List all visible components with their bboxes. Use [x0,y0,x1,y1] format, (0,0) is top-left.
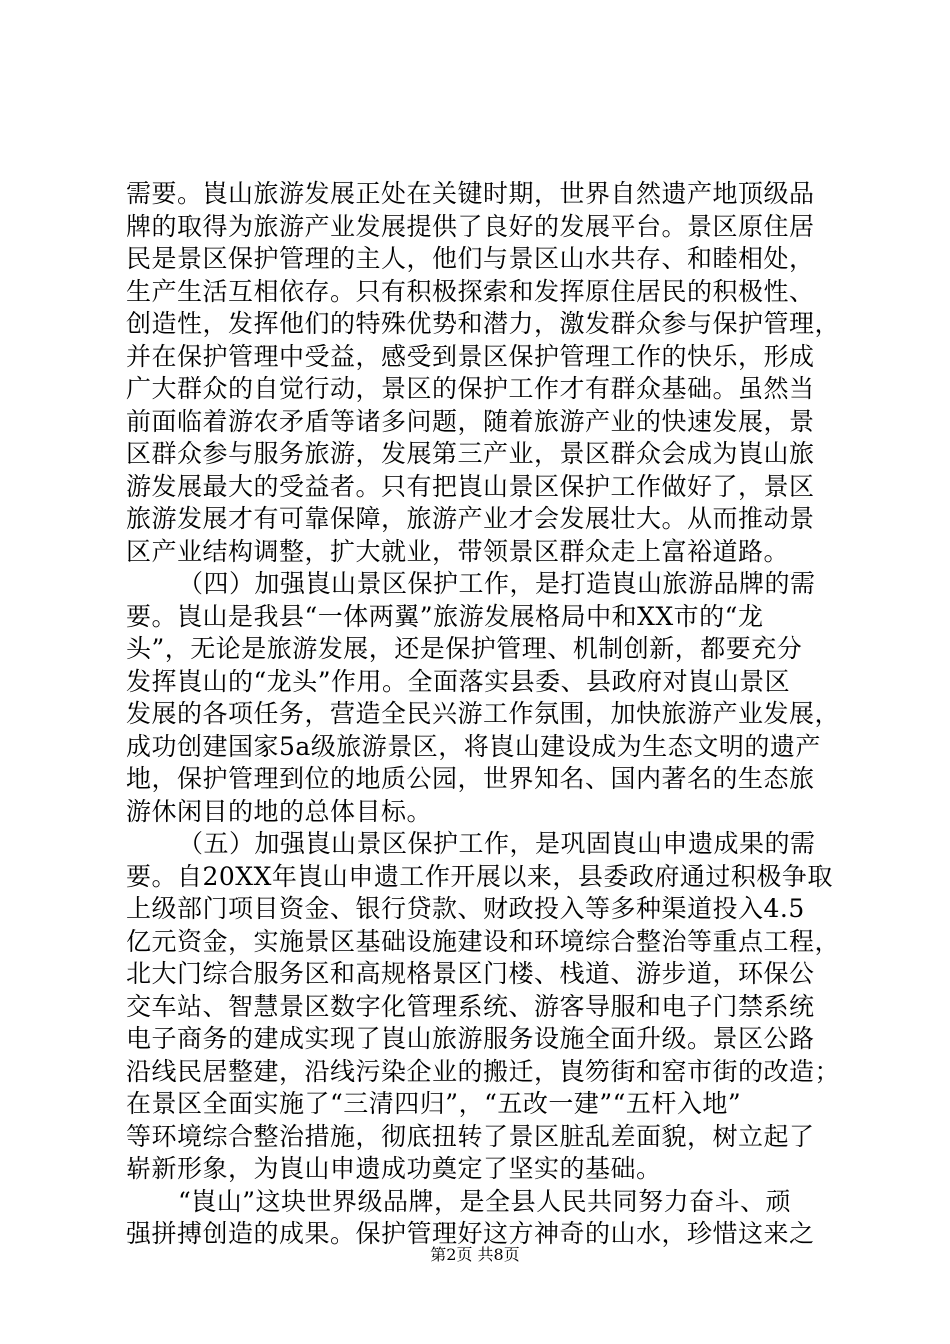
text-line: 游发展最大的受益者。只有把崀山景区保护工作做好了，景区 [126,471,815,501]
text-line: 交车站、智慧景区数字化管理系统、游客导服和电子门禁系统 [126,991,815,1021]
body-text [126,178,841,1251]
text-line: 牌的取得为旅游产业发展提供了良好的发展平台。景区原住居 [126,211,815,241]
page-indicator: 第2页 共8页 [430,1245,520,1264]
paragraph-start: “崀山”这块世界级品牌，是全县人民共同努力奋斗、顽 [178,1186,792,1216]
text-line: 要。崀山是我县“一体两翼”旅游发展格局中和XX市的“龙 [126,601,764,631]
text-line: 成功创建国家5a级旅游景区，将崀山建设成为生态文明的遗产 [126,731,821,761]
text-line: 沿线民居整建，沿线污染企业的搬迁，崀笏街和窑市街的改造； [126,1056,841,1086]
text-line: 北大门综合服务区和高规格景区门楼、栈道、游步道，环保公 [126,959,815,988]
text-line: 要。自20XX年崀山申遗工作开展以来，县委政府通过积极争取 [126,861,833,891]
text-line: 区产业结构调整，扩大就业，带领景区群众走上富裕道路。 [126,536,790,566]
text-line: 生产生活互相依存。只有积极探索和发挥原住居民的积极性、 [126,276,815,306]
text-line: 前面临着游农矛盾等诸多问题，随着旅游产业的快速发展，景 [126,406,815,436]
text-line: 民是景区保护管理的主人，他们与景区山水共存、和睦相处， [126,244,815,273]
text-line: 崭新形象，为崀山申遗成功奠定了坚实的基础。 [126,1154,662,1183]
text-line: 需要。崀山旅游发展正处在关键时期，世界自然遗产地顶级品 [126,179,815,208]
section-heading-5: （五）加强崀山景区保护工作，是巩固崀山申遗成果的需 [178,829,816,858]
text-line: 旅游发展才有可靠保障，旅游产业才会发展壮大。从而推动景 [126,504,815,533]
text-line: 区群众参与服务旅游，发展第三产业，景区群众会成为崀山旅 [126,439,815,468]
text-line: 上级部门项目资金、银行贷款、财政投入等多种渠道投入4.5 [126,894,805,923]
text-line: 头”，无论是旅游发展，还是保护管理、机制创新，都要充分 [126,634,803,663]
text-line: 广大群众的自觉行动，景区的保护工作才有群众基础。虽然当 [126,374,815,403]
page-footer [0,1242,950,1265]
text-line: 发展的各项任务，营造全民兴游工作氛围，加快旅游产业发展， [126,699,841,728]
text-line: 电子商务的建成实现了崀山旅游服务设施全面升级。景区公路 [126,1024,815,1053]
text-line: 并在保护管理中受益，感受到景区保护管理工作的快乐，形成 [126,341,815,371]
text-line: 等环境综合整治措施，彻底扭转了景区脏乱差面貌，树立起了 [126,1121,815,1151]
text-line: 地，保护管理到位的地质公园，世界知名、国内著名的生态旅 [126,764,815,793]
text-line: 创造性，发挥他们的特殊优势和潜力，激发群众参与保护管理， [126,309,841,338]
text-line: 强拼搏创造的成果。保护管理好这方神奇的山水，珍惜这来之 [126,1219,815,1248]
text-line: 亿元资金，实施景区基础设施建设和环境综合整治等重点工程， [126,926,841,956]
text-line: 在景区全面实施了“三清四归”，“五改一建”“五杆入地” [126,1089,742,1118]
text-line: 游休闲目的地的总体目标。 [126,796,433,826]
section-heading-4: （四）加强崀山景区保护工作，是打造崀山旅游品牌的需 [178,569,816,598]
text-line: 发挥崀山的“龙头”作用。全面落实县委、县政府对崀山景区 [126,666,791,696]
